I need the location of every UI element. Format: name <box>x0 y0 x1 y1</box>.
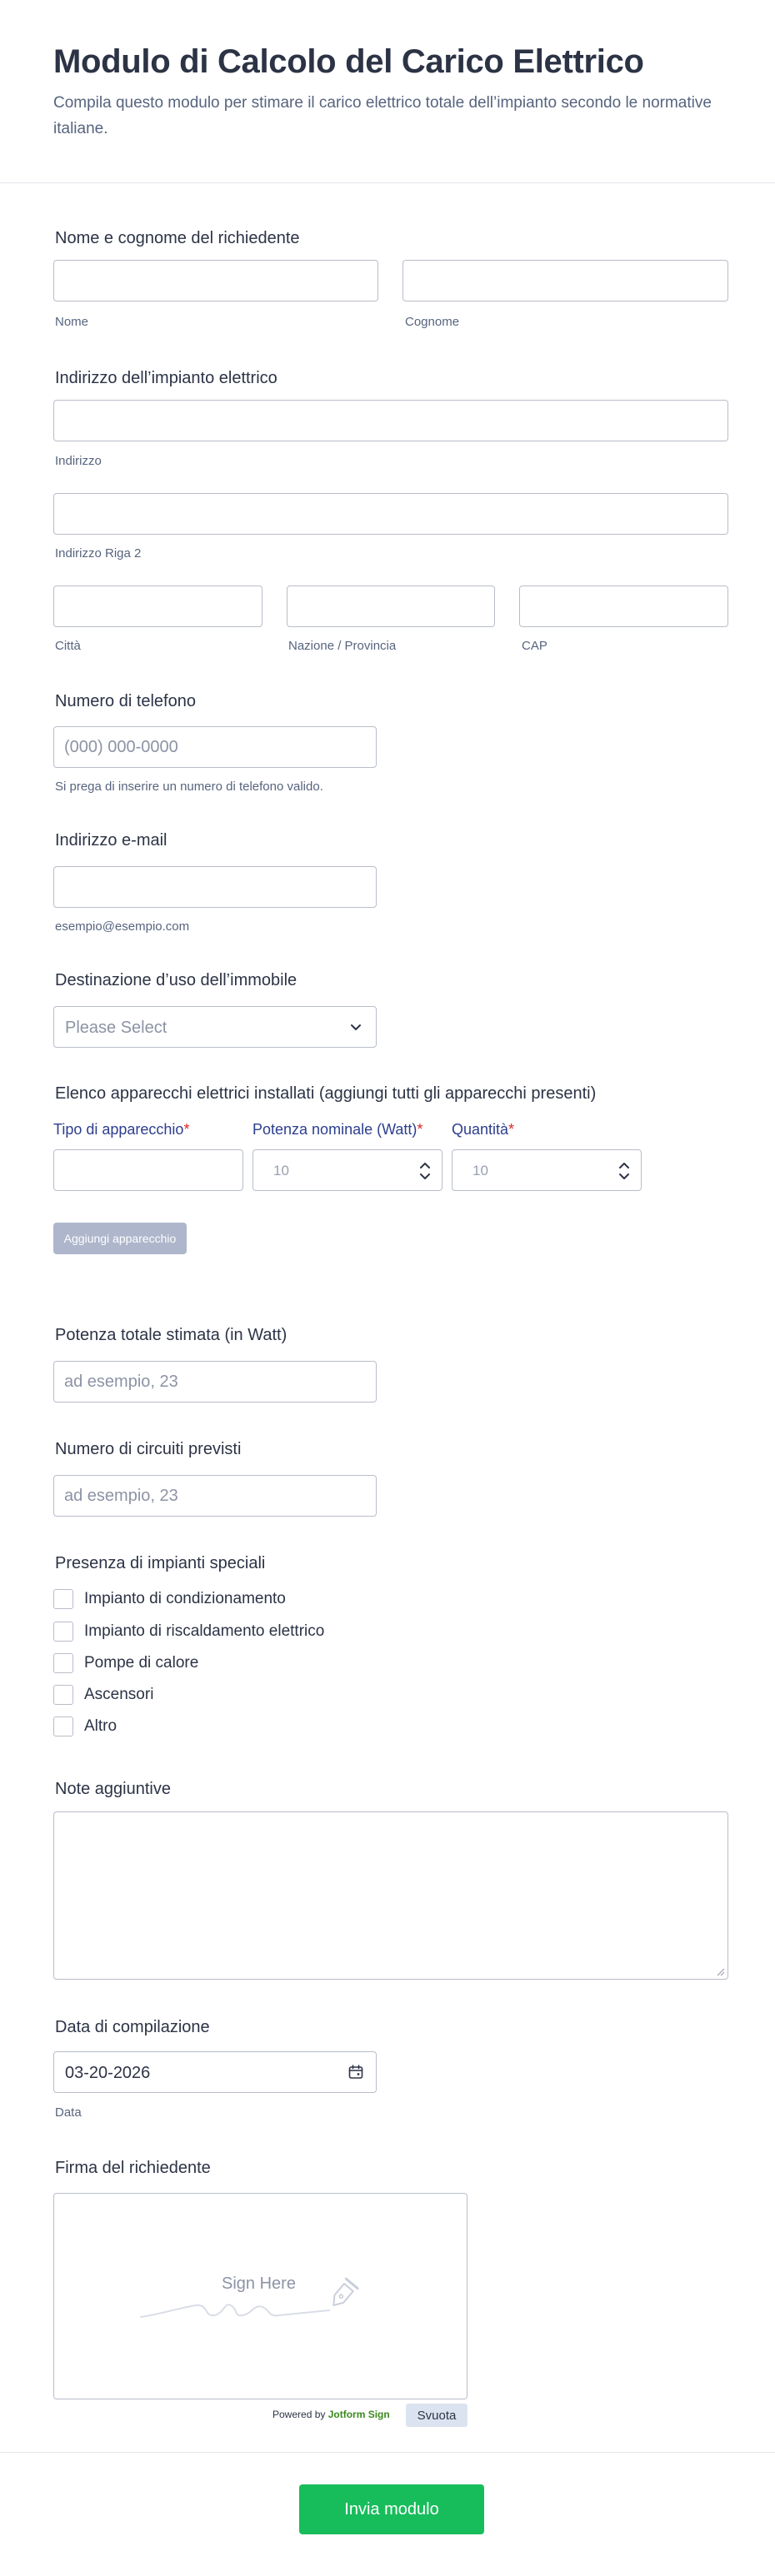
usage-select[interactable] <box>53 1006 377 1048</box>
powered-by-jotform-sign: Powered by Jotform Sign <box>272 2409 390 2420</box>
checkbox[interactable] <box>53 1717 73 1736</box>
total-power-input[interactable] <box>53 1361 377 1403</box>
add-appliance-button[interactable]: Aggiungi apparecchio <box>53 1223 187 1254</box>
email-hint: esempio@esempio.com <box>55 919 190 934</box>
last-name-sublabel: Cognome <box>405 315 460 329</box>
checkbox-label: Impianto di riscaldamento elettrico <box>84 1622 325 1640</box>
special-systems-label: Presenza di impianti speciali <box>55 1554 266 1572</box>
total-power-label: Potenza totale stimata (in Watt) <box>55 1326 288 1344</box>
date-value: 03-20-2026 <box>65 2064 151 2082</box>
signature-placeholder: Sign Here <box>222 2275 296 2293</box>
date-sublabel: Data <box>55 2105 82 2120</box>
appliance-quantity-column-label: Quantità* <box>452 1121 515 1138</box>
checkbox[interactable] <box>53 1685 73 1705</box>
notes-label: Note aggiuntive <box>55 1780 171 1798</box>
signature-pad[interactable] <box>53 2193 468 2399</box>
clear-signature-button[interactable]: Svuota <box>406 2404 468 2427</box>
appliance-quantity-value: 10 <box>472 1163 488 1178</box>
appliances-label: Elenco apparecchi elettrici installati (aggiungi tutti gli apparecchi presenti) <box>55 1084 597 1103</box>
phone-hint: Si prega di inserire un numero di telefono valido. <box>55 780 323 794</box>
appliance-type-column-label: Tipo di apparecchio* <box>53 1121 190 1138</box>
first-name-input[interactable] <box>53 260 378 301</box>
spinner-arrows-icon[interactable] <box>418 1158 432 1183</box>
circuits-input[interactable] <box>53 1475 377 1517</box>
address-line1-sublabel: Indirizzo <box>55 454 102 468</box>
calendar-icon[interactable] <box>348 2064 364 2080</box>
submit-button[interactable]: Invia modulo <box>299 2484 484 2534</box>
appliance-power-value: 10 <box>273 1163 289 1178</box>
phone-label: Numero di telefono <box>55 692 196 710</box>
chevron-down-icon <box>348 1019 364 1035</box>
date-input[interactable] <box>53 2051 377 2093</box>
address-line1-input[interactable] <box>53 400 728 441</box>
signature-label: Firma del richiedente <box>55 2159 211 2177</box>
city-input[interactable] <box>53 585 262 627</box>
last-name-input[interactable] <box>402 260 728 301</box>
footer-divider <box>0 2452 775 2453</box>
date-label: Data di compilazione <box>55 2018 210 2036</box>
zip-sublabel: CAP <box>522 639 548 653</box>
notes-textarea[interactable] <box>53 1811 728 1980</box>
checkbox[interactable] <box>53 1622 73 1642</box>
appliance-quantity-input[interactable] <box>452 1149 642 1191</box>
first-name-sublabel: Nome <box>55 315 89 329</box>
checkbox-label: Altro <box>84 1717 118 1735</box>
checkbox-label: Ascensori <box>84 1686 154 1703</box>
appliance-power-column-label: Potenza nominale (Watt)* <box>252 1121 423 1138</box>
phone-input[interactable] <box>53 726 377 768</box>
resize-grip-icon[interactable] <box>715 1966 725 1976</box>
usage-label: Destinazione d’uso dell’immobile <box>55 971 298 989</box>
spinner-arrows-icon[interactable] <box>618 1158 631 1183</box>
address-label: Indirizzo dell’impianto elettrico <box>55 369 278 387</box>
state-input[interactable] <box>287 585 495 627</box>
usage-select-value: Please Select <box>65 1019 168 1037</box>
email-label: Indirizzo e-mail <box>55 831 168 850</box>
city-sublabel: Città <box>55 639 81 653</box>
checkbox-label: Pompe di calore <box>84 1654 199 1672</box>
state-sublabel: Nazione / Provincia <box>288 639 397 653</box>
appliance-type-input[interactable] <box>53 1149 243 1191</box>
appliance-power-input[interactable] <box>252 1149 442 1191</box>
zip-input[interactable] <box>519 585 728 627</box>
checkbox-label: Impianto di condizionamento <box>84 1590 286 1607</box>
email-input[interactable] <box>53 866 377 908</box>
address-line2-input[interactable] <box>53 493 728 535</box>
address-line2-sublabel: Indirizzo Riga 2 <box>55 546 142 561</box>
circuits-label: Numero di circuiti previsti <box>55 1440 242 1458</box>
checkbox[interactable] <box>53 1589 73 1609</box>
form-title: Modulo di Calcolo del Carico Elettrico <box>53 43 644 80</box>
form-subtitle: Compila questo modulo per stimare il carico elettrico totale dell’impianto secondo le normative italiane. <box>53 94 712 137</box>
form-header <box>0 0 775 183</box>
name-label: Nome e cognome del richiedente <box>55 229 300 247</box>
checkbox[interactable] <box>53 1653 73 1673</box>
